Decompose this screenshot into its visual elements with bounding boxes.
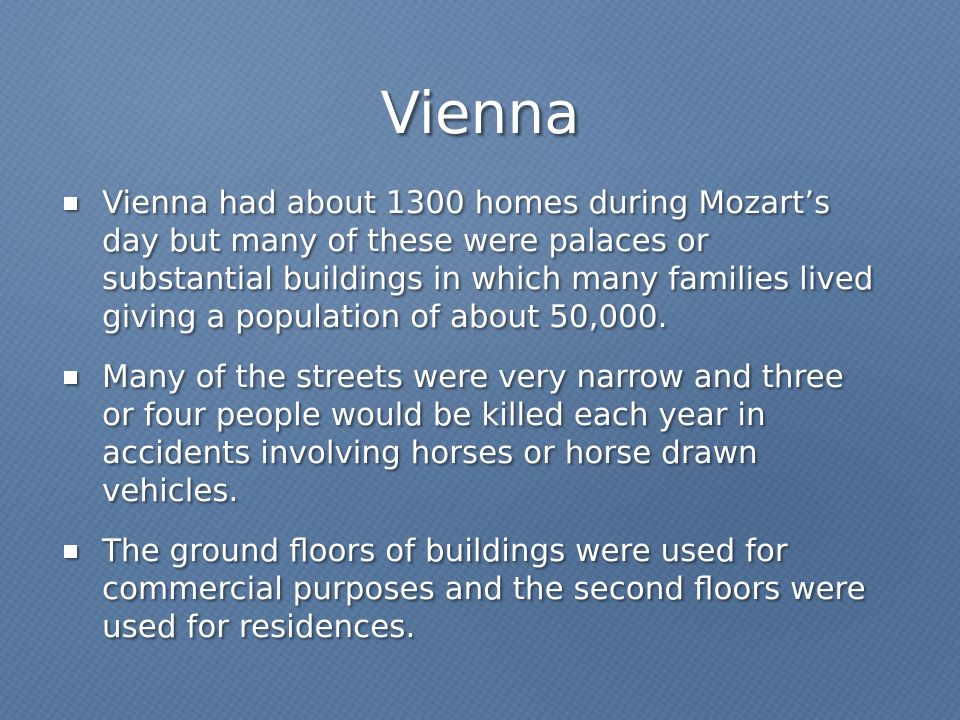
square-bullet-icon — [64, 197, 77, 210]
bullet-text: Many of the streets were very narrow and three or four people would be killed each year in accidents involving horses or horse drawn vehicles. — [102, 359, 844, 509]
bullet-item — [64, 532, 884, 646]
square-bullet-icon — [64, 371, 77, 384]
bullet-text: Vienna had about 1300 homes during Mozart’s day but many of these were palaces or substantial buildings in which many families lived giving a population of about 50,000. — [102, 185, 874, 335]
bullet-text: The ground floors of buildings were used for commercial purposes and the second floors were used for residences. — [102, 533, 866, 645]
slide-title: Vienna — [380, 79, 580, 147]
square-bullet-icon — [64, 545, 77, 558]
bullet-item — [64, 184, 884, 336]
bullet-list — [64, 184, 884, 668]
bullet-item — [64, 358, 884, 510]
